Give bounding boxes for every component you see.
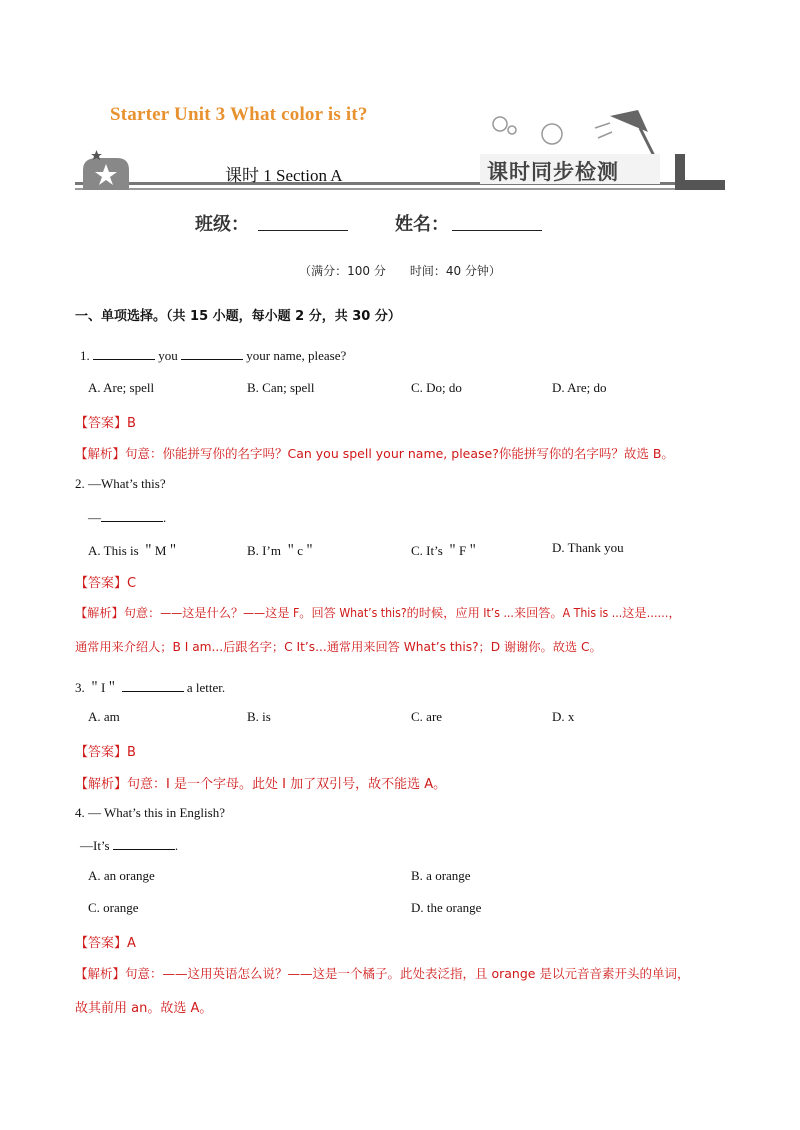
q4-option-b[interactable]: B. a orange bbox=[411, 868, 471, 883]
q2-answer: 【答案】C bbox=[75, 576, 137, 591]
q2-blank bbox=[101, 509, 163, 522]
brand-label: 课时同步检测 bbox=[487, 160, 619, 184]
q3-option-a[interactable]: A. am bbox=[88, 709, 120, 724]
q1-option-c[interactable]: C. Do; do bbox=[411, 380, 462, 395]
q4-reply bbox=[80, 837, 178, 854]
q2-reply-end: . bbox=[163, 510, 167, 525]
q2-analysis-line-1: 【解析】句意：——这是什么？——这是 F。回答 What’s this?的时候，应用 It’s ...来回答。A This is ...这是……， bbox=[75, 606, 681, 620]
q2-analysis-line-2: 通常用来介绍人；B I am...后跟名字；C It’s...通常用来回答 What’s this?；D 谢谢你。故选 C。 bbox=[75, 640, 602, 654]
q4-prompt: 4. — What’s this in English? bbox=[75, 805, 225, 820]
q2-option-b[interactable]: B. I’m ＂c＂ bbox=[247, 543, 316, 558]
q3-option-c[interactable]: C. are bbox=[411, 709, 443, 724]
question-3 bbox=[75, 677, 225, 696]
q4-option-d[interactable]: D. the orange bbox=[411, 900, 482, 915]
q1-number: 1. bbox=[80, 348, 90, 363]
q4-reply-lead: —It’s bbox=[80, 838, 110, 853]
q4-answer: 【答案】A bbox=[75, 936, 136, 951]
q3-answer: 【答案】B bbox=[75, 745, 136, 760]
name-field[interactable] bbox=[452, 212, 542, 231]
section-heading: 一、单项选择。（共 15 小题，每小题 2 分，共 30 分） bbox=[75, 309, 401, 324]
class-field[interactable] bbox=[258, 212, 348, 231]
q3-number: 3. bbox=[75, 680, 85, 695]
q3-option-b[interactable]: B. is bbox=[247, 709, 271, 724]
q2-prompt: 2. —What’s this? bbox=[75, 476, 166, 491]
name-label: 姓名： bbox=[395, 214, 449, 235]
header-band bbox=[75, 150, 725, 195]
lesson-label: 课时 1 Section A bbox=[225, 166, 343, 185]
q4-blank bbox=[113, 837, 175, 850]
q1-analysis: 【解析】句意：你能拼写你的名字吗？Can you spell your name, please?你能拼写你的名字吗？故选 B。 bbox=[75, 446, 674, 461]
q2-option-d[interactable]: D. Thank you bbox=[552, 540, 624, 555]
q4-analysis-line-2: 故其前用 an。故选 A。 bbox=[75, 1001, 213, 1016]
q3-lead: ＂I＂ bbox=[88, 680, 119, 695]
q2-option-c[interactable]: C. It’s ＂F＂ bbox=[411, 543, 480, 558]
q1-option-d[interactable]: D. Are; do bbox=[552, 380, 607, 395]
q3-option-d[interactable]: D. x bbox=[552, 709, 575, 724]
q1-answer: 【答案】B bbox=[75, 416, 136, 431]
q3-analysis: 【解析】句意：I 是一个字母。此处 I 加了双引号，故不能选 A。 bbox=[75, 777, 447, 792]
q1-blank-2 bbox=[181, 347, 243, 360]
q1-part-1: you bbox=[158, 348, 178, 363]
q1-option-a[interactable]: A. Are; spell bbox=[88, 380, 155, 395]
q4-option-c[interactable]: C. orange bbox=[88, 900, 139, 915]
question-1 bbox=[80, 347, 346, 364]
unit-title: Starter Unit 3 What color is it? bbox=[110, 104, 368, 125]
q3-tail: a letter. bbox=[186, 680, 226, 695]
q4-analysis-line-1: 【解析】句意：——这用英语怎么说？——这是一个橘子。此处表泛指，且 orange 是以元音音素开头的单词， bbox=[75, 966, 690, 981]
exam-meta: （满分：100 分 时间：40 分钟） bbox=[299, 264, 501, 278]
class-label: 班级： bbox=[195, 214, 249, 235]
q4-option-a[interactable]: A. an orange bbox=[88, 868, 155, 883]
q1-part-2: your name, please? bbox=[246, 348, 347, 363]
q1-blank-1 bbox=[93, 347, 155, 360]
q2-reply-dash: — bbox=[88, 510, 101, 525]
q2-reply bbox=[88, 509, 166, 526]
q4-reply-end: . bbox=[174, 838, 179, 853]
q2-option-a[interactable]: A. This is ＂M＂ bbox=[88, 543, 180, 558]
q3-blank bbox=[122, 679, 184, 692]
q1-option-b[interactable]: B. Can; spell bbox=[247, 380, 315, 395]
